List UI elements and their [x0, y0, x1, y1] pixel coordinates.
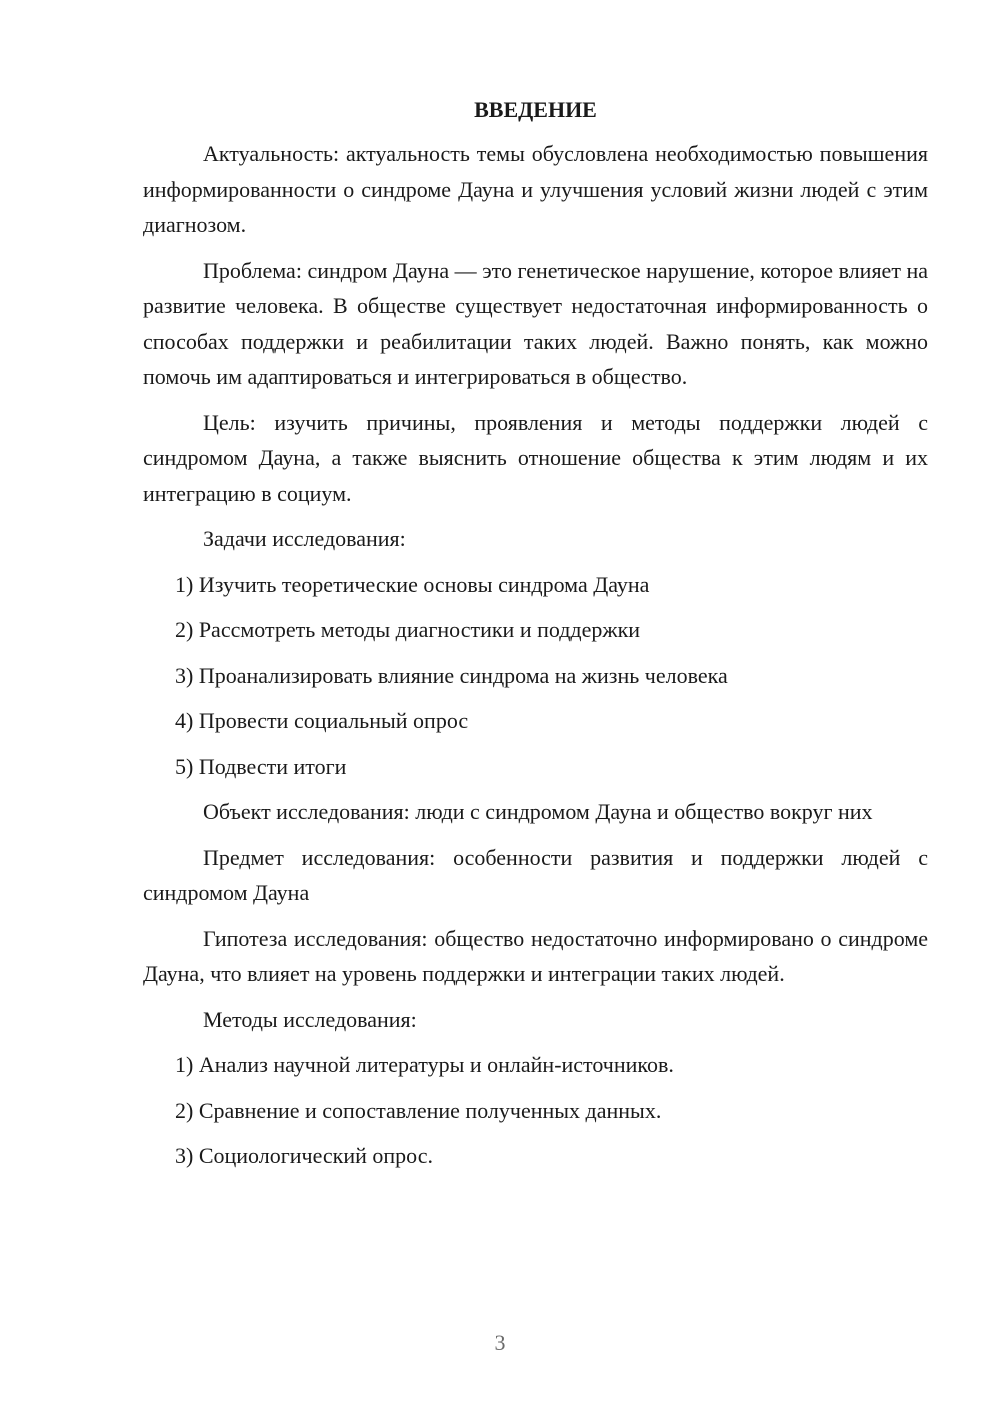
paragraph-problem: Проблема: синдром Дауна — это генетическое нарушение, которое влияет на развитие человека. В обществе существует недостаточная информированность о способах поддержки и реабилитации таких людей. Важно понять, как можно помочь им адаптироваться и интегрироваться в общество.: [143, 257, 928, 389]
paragraph-subject: Предмет исследования: особенности развития и поддержки людей с синдромом Дауна: [143, 844, 928, 905]
paragraph-goal: Цель: изучить причины, проявления и методы поддержки людей с синдромом Дауна, а также выяснить отношение общества к этим людям и их интеграцию в социум.: [143, 409, 928, 506]
paragraph-hypothesis: Гипотеза исследования: общество недостаточно информировано о синдроме Дауна, что влияет на уровень поддержки и интеграции таких людей.: [143, 925, 928, 986]
list-item: 1) Анализ научной литературы и онлайн-источников.: [175, 1052, 674, 1077]
list-item: 1) Изучить теоретические основы синдрома Дауна: [175, 571, 650, 597]
list-item: 5) Подвести итоги: [175, 753, 347, 779]
page-number: 3: [494, 1330, 506, 1355]
list-item: 3) Социологический опрос.: [175, 1143, 433, 1168]
methods-heading: Методы исследования:: [203, 1006, 417, 1032]
tasks-list: [143, 567, 928, 785]
section-title: ВВЕДЕНИЕ: [474, 97, 597, 122]
document-page: [143, 92, 928, 1184]
paragraph-relevance: Актуальность: актуальность темы обусловлена необходимостью повышения информированности о синдроме Дауна и улучшения условий жизни людей с этим диагнозом.: [143, 141, 928, 237]
methods-list: [143, 1047, 928, 1174]
paragraph-object: Объект исследования: люди с синдромом Дауна и общество вокруг них: [203, 799, 873, 824]
list-item: 2) Рассмотреть методы диагностики и поддержки: [175, 617, 641, 642]
tasks-heading: Задачи исследования:: [203, 526, 406, 551]
list-item: 2) Сравнение и сопоставление полученных данных.: [175, 1097, 662, 1123]
list-item: 4) Провести социальный опрос: [175, 708, 469, 733]
list-item: 3) Проанализировать влияние синдрома на жизнь человека: [175, 662, 728, 688]
